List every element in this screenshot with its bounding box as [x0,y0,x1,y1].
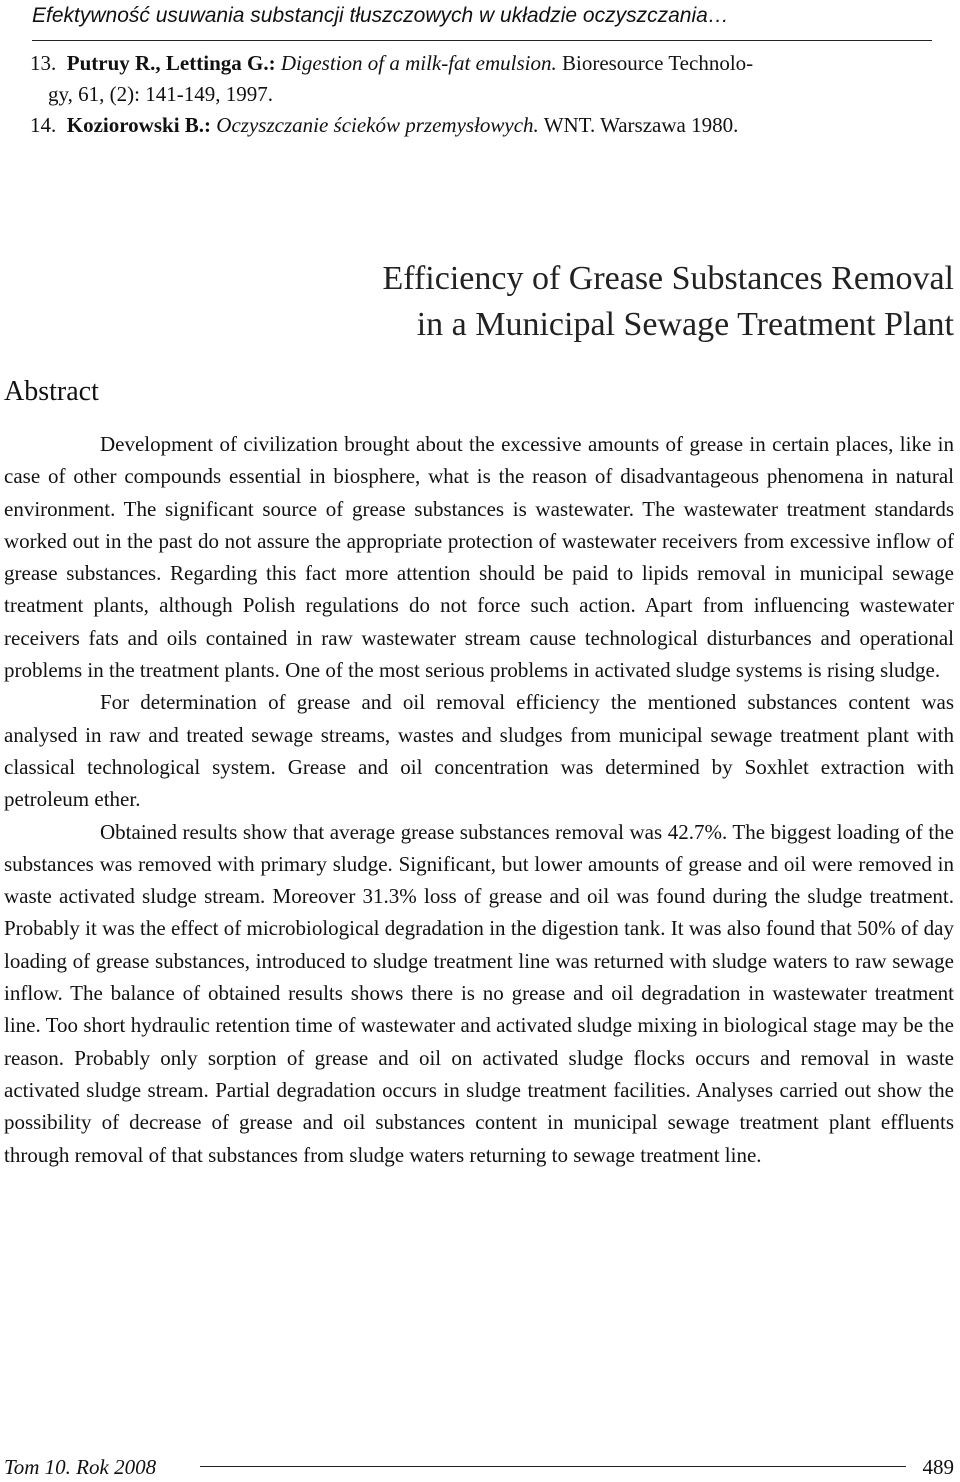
article-title-line: in a Municipal Sewage Treatment Plant [416,306,954,343]
reference-authors: Koziorowski B.: [66,113,212,137]
running-header [32,0,932,41]
reference-title: Digestion of a milk-fat emulsion. [280,51,557,75]
abstract-heading: Abstract [4,376,99,407]
abstract-paragraph: For determination of grease and oil removal efficiency the mentioned substances content was analysed in raw and treated sewage streams, wastes and sludges from municipal sewage treatment plant with classical technological system. Grease and oil concentration was determined by Soxhlet extraction with petroleum ether. [4,690,954,812]
abstract-paragraph: Obtained results show that average grease substances removal was 42.7%. The biggest loading of the substances was removed with primary sludge. Significant, but lower amounts of grease and oil were removed in waste activated sludge stream. Moreover 31.3% loss of grease and oil was found during the sludge treatment. Probably it was the effect of microbiological degradation in the digestion tank. It was also found that 50% of day loading of grease substances, introduced to sludge treatment line was returned with sludge waters to raw sewage inflow. The balance of obtained results shows there is no grease and oil degradation in wastewater treatment line. Too short hydraulic retention time of wastewater and activated sludge mixing in biological stage may be the reason. Probably only sorption of grease and oil on activated sludge flocks occurs and removal in waste activated sludge stream. Partial degradation occurs in sludge treatment facilities. Analyses carried out show the possibility of decrease of grease and oil substances content in municipal sewage treatment plant effluents through removal of that substances from sludge waters returning to sewage treatment line. [4,819,954,1167]
reference-source-continued: gy, 61, (2): 141-149, 1997. [48,82,273,106]
volume-label: Tom 10. Rok 2008 [4,1455,157,1479]
reference-item [0,48,960,110]
reference-authors: Putruy R., Lettinga G.: [66,51,276,75]
reference-source: Bioresource Technolo- [561,51,754,75]
article-title [250,256,954,348]
reference-number: 13. [30,51,57,75]
running-title: Efektywność usuwania substancji tłuszczowych w układzie oczyszczania… [32,4,729,27]
page-footer [4,1452,954,1482]
abstract-body [4,428,954,1171]
reference-title: Oczyszczanie ścieków przemysłowych. [216,113,539,137]
reference-source: WNT. Warszawa 1980. [543,113,739,137]
reference-list [0,48,960,141]
footer-rule [200,1466,906,1467]
page-number: 489 [922,1455,954,1479]
article-title-line: Efficiency of Grease Substances Removal [382,260,954,297]
abstract-paragraph: Development of civilization brought about the excessive amounts of grease in certain places, like in case of other compounds essential in biosphere, what is the reason of disadvantageous phenomena in natural environment. The significant source of grease substances is wastewater. The wastewater treatment standards worked out in the past do not assure the appropriate protection of wastewater receivers from excessive inflow of grease substances. Regarding this fact more attention should be paid to lipids removal in municipal sewage treatment plants, although Polish regulations do not force such action. Apart from influencing wastewater receivers fats and oils contained in raw wastewater stream cause technological disturbances and operational problems in the treatment plants. One of the most serious problems in activated sludge systems is rising sludge. [4,432,954,683]
reference-item [0,110,960,141]
reference-number: 14. [30,113,57,137]
